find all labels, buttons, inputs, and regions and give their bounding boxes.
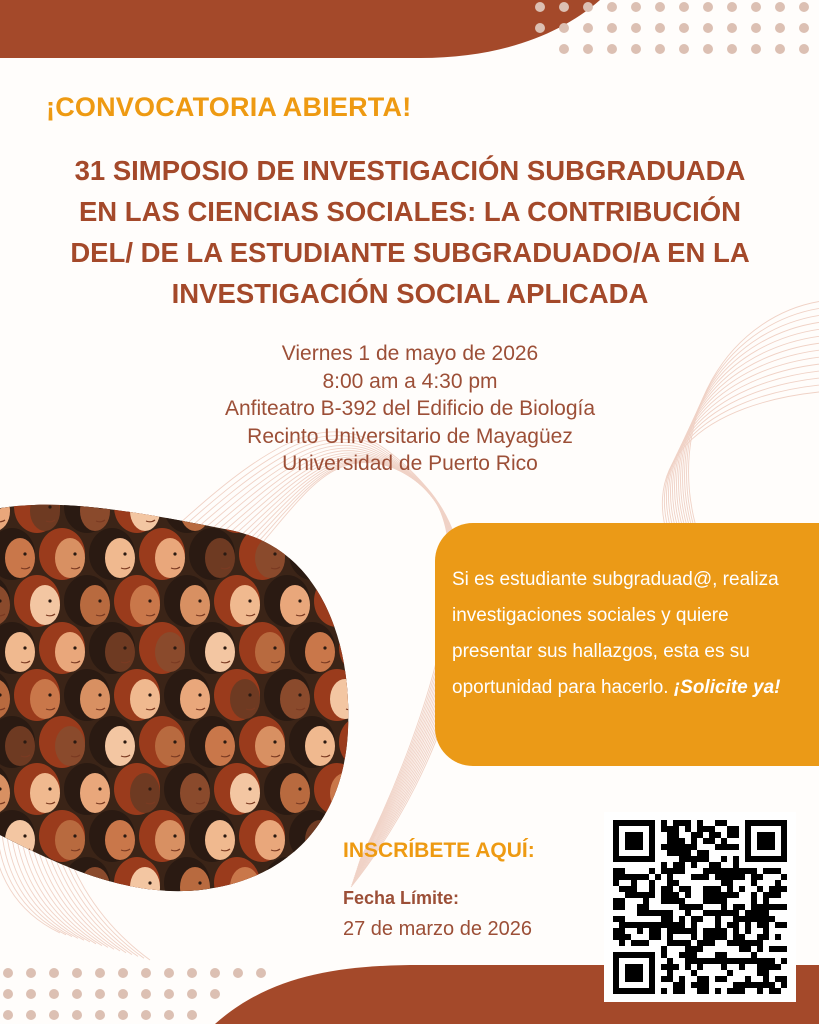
event-university: Universidad de Puerto Rico	[282, 452, 538, 475]
deadline-label: Fecha Límite:	[343, 888, 460, 908]
title-line: DEL/ DE LA ESTUDIANTE SUBGRADUADO/A EN LA	[70, 237, 750, 268]
registration-qr-code[interactable]	[604, 812, 796, 1002]
deadline-date: 27 de marzo de 2026	[343, 918, 533, 940]
open-call-heading: ¡CONVOCATORIA ABIERTA!	[46, 92, 412, 122]
title-line: INVESTIGACIÓN SOCIAL APLICADA	[171, 278, 649, 309]
title-line: 31 SIMPOSIO DE INVESTIGACIÓN SUBGRADUADA	[74, 155, 746, 186]
invitation-text	[452, 562, 812, 706]
event-venue: Anfiteatro B-392 del Edificio de Biología	[224, 397, 596, 420]
event-date: Viernes 1 de mayo de 2026	[281, 342, 539, 365]
apply-now-emphasis: ¡Solicite ya!	[673, 677, 781, 698]
register-here-heading: INSCRÍBETE AQUÍ:	[343, 839, 535, 862]
dot-pattern-bottom	[3, 968, 266, 1020]
event-time: 8:00 am a 4:30 pm	[322, 369, 498, 393]
event-title	[30, 150, 790, 314]
invitation-body: Si es estudiante subgraduad@, realiza investigaciones sociales y quiere presentar sus hallazgos, esta es su oportunidad para hacerlo.	[452, 569, 779, 698]
title-line: EN LAS CIENCIAS SOCIALES: LA CONTRIBUCIÓN	[78, 196, 742, 227]
qr-code-icon	[612, 820, 788, 994]
event-details	[120, 340, 700, 478]
top-brown-band	[0, 0, 600, 58]
event-campus: Recinto Universitario de Mayagüez	[247, 424, 573, 448]
crowd-illustration	[0, 481, 385, 909]
